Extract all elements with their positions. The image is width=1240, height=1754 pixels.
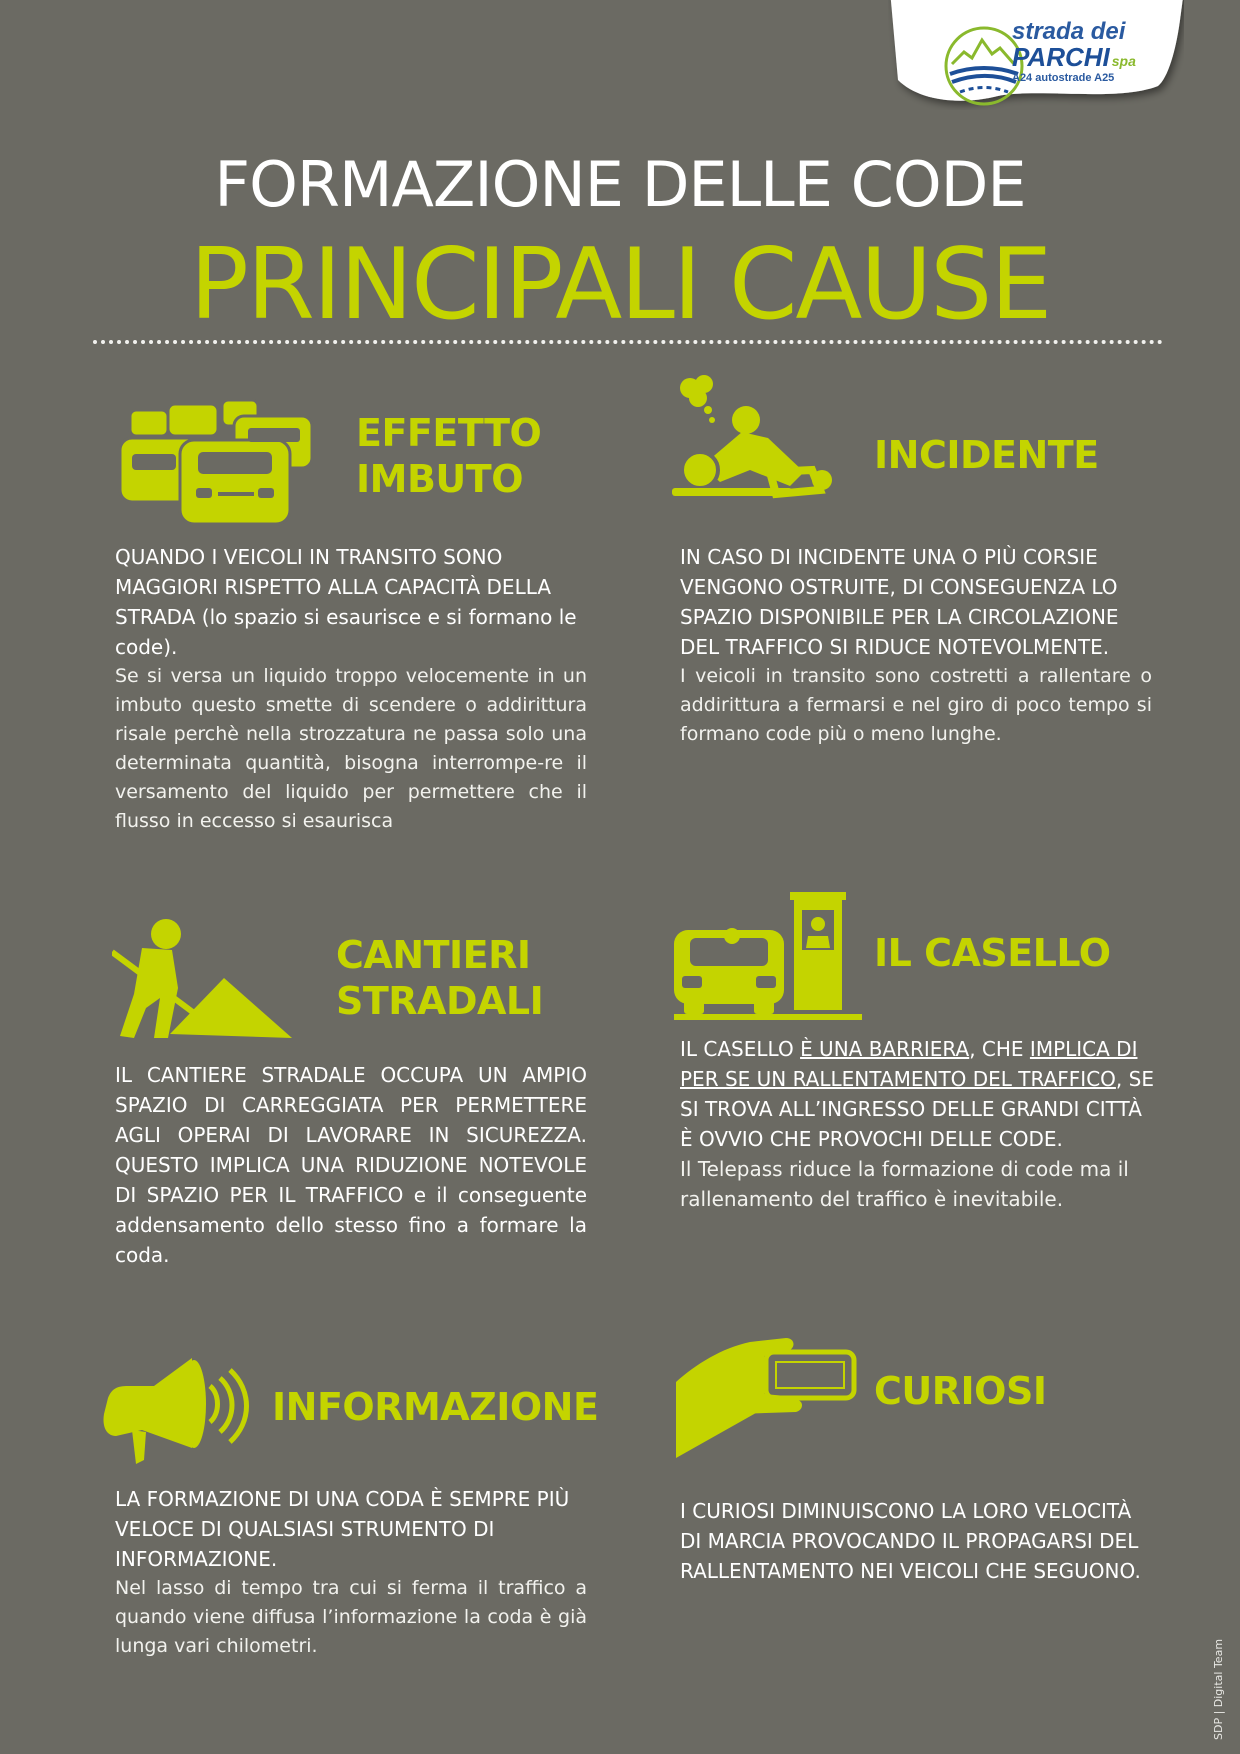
section-title-effetto-imbuto	[356, 410, 541, 502]
section-title-line: CANTIERI	[336, 933, 531, 977]
section-body-curiosi	[680, 1496, 1152, 1586]
dotted-divider	[93, 340, 1163, 344]
section-title-line: STRADALI	[336, 979, 544, 1023]
toll-booth-icon	[674, 892, 864, 1022]
section-body-effetto-imbuto	[115, 542, 587, 836]
section-body-informazione	[115, 1484, 587, 1661]
lead-underlined: IMPLICA DI PER SE UN RALLENTAMENTO DEL TRAFFICO	[680, 1037, 1138, 1091]
section-title-line: IMBUTO	[356, 457, 523, 501]
lead-underlined: È UNA BARRIERA	[800, 1037, 970, 1061]
section-text: Nel lasso di tempo tra cui si ferma il traffico a quando viene diffusa l’informazione la coda è già lunga vari chilometri.	[115, 1577, 587, 1657]
section-text: Se si versa un liquido troppo velocemente in un imbuto questo smette di scendere o addirittura risale perchè nella strozzatura ne passa solo una determinata quantità, bisogna interrompe-re il versamento del liquido per permettere che il flusso in eccesso si esaurisca	[115, 665, 587, 832]
page-subtitle: PRINCIPALI CAUSE	[189, 228, 1051, 342]
section-body-cantieri-stradali	[115, 1060, 587, 1270]
megaphone-icon	[102, 1352, 262, 1468]
logo-line2	[1012, 44, 1172, 70]
section-lead: IN CASO DI INCIDENTE UNA O PIÙ CORSIE VENGONO OSTRUITE, DI CONSEGUENZA LO SPAZIO DISPONIBILE PER LA CIRCOLAZIONE DEL TRAFFICO SI RIDUCE NOTEVOLMENTE.	[680, 545, 1119, 659]
logo	[1012, 20, 1172, 84]
section-text: I veicoli in transito sono costretti a rallentare o addirittura a fermarsi e nel giro di poco tempo si formano code più o meno lunghe.	[680, 665, 1152, 745]
section-text: Il Telepass riduce la formazione di code ma il rallenamento del traffico è inevitabile.	[680, 1157, 1129, 1211]
logo-suffix: spa	[1111, 53, 1136, 69]
section-title-incidente: INCIDENTE	[874, 433, 1099, 477]
section-lead: LA FORMAZIONE DI UNA CODA È SEMPRE PIÙ VELOCE DI QUALSIASI STRUMENTO DI INFORMAZIONE.	[115, 1487, 570, 1571]
section-body-incidente	[680, 542, 1152, 749]
section-title-cantieri-stradali	[336, 932, 543, 1024]
logo-line1: strada dei	[1012, 18, 1126, 45]
section-title-curiosi: CURIOSI	[874, 1369, 1047, 1413]
credit: SDP | Digital Team	[1212, 1638, 1225, 1740]
logo-brand: PARCHI	[1012, 42, 1110, 72]
lead-part: , SE SI TROVA ALL’INGRESSO DELLE GRANDI CITTÀ È OVVIO CHE PROVOCHI DELLE CODE.	[680, 1067, 1154, 1151]
section-title-line: EFFETTO	[356, 411, 542, 455]
section-lead	[680, 1034, 1160, 1154]
section-lead: IL CANTIERE STRADALE OCCUPA UN AMPIO SPAZIO DI CARREGGIATA PER PERMETTERE AGLI OPERAI DI LAVORARE IN SICUREZZA. QUESTO IMPLICA UNA RIDUZIONE NOTEVOLE DI SPAZIO PER IL TRAFFICO	[115, 1063, 587, 1207]
road-worker-icon	[112, 918, 296, 1042]
hand-smartphone-icon	[676, 1334, 860, 1460]
page-title: FORMAZIONE DELLE CODE	[214, 148, 1026, 221]
traffic-jam-cars-icon	[118, 396, 324, 528]
section-body-il-casello	[680, 1034, 1160, 1214]
section-text: e il conseguente addensamento dello stesso fino a formare la coda.	[115, 1183, 588, 1267]
section-title-informazione: INFORMAZIONE	[272, 1385, 599, 1429]
lead-part: , CHE	[969, 1037, 1030, 1061]
section-title-il-casello: IL CASELLO	[874, 931, 1111, 975]
section-lead: I CURIOSI DIMINUISCONO LA LORO VELOCITÀ DI MARCIA PROVOCANDO IL PROPAGARSI DEL RALLENTAMENTO NEI VEICOLI CHE SEGUONO.	[680, 1499, 1141, 1583]
crash-icon	[672, 374, 834, 506]
logo-line3: A24 autostrade A25	[1012, 72, 1115, 84]
lead-part: IL CASELLO	[680, 1037, 801, 1061]
section-lead: QUANDO I VEICOLI IN TRANSITO SONO MAGGIORI RISPETTO ALLA CAPACITÀ DELLA STRADA (lo spazio si esaurisce e si formano le code).	[115, 545, 577, 659]
